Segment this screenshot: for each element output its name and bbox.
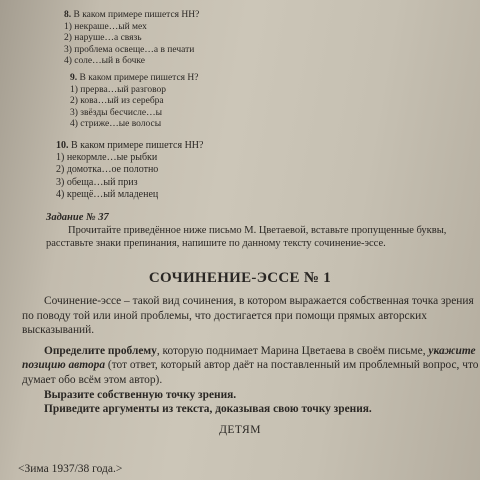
answer-option: 3) обеща…ый приз: [56, 176, 138, 188]
answer-option: 4) соле…ый в бочке: [64, 56, 146, 67]
question-number: 9.: [70, 73, 78, 83]
question-9: [70, 73, 198, 131]
bold-italic-phrase: укажите позицию автора: [22, 344, 476, 372]
answer-option: 1) некраше…ый мех: [64, 21, 147, 32]
answer-option: 2) наруше…а связь: [64, 33, 142, 44]
question-text: В каком примере пишется НН?: [68, 140, 204, 151]
plain-phrase: (тот ответ, который автор даёт на поставленный им проблемный вопрос, что думает обо всём этом автор).: [22, 359, 479, 386]
answer-option: 4) крещё…ый младенец: [56, 188, 159, 200]
question-number: 10.: [56, 140, 69, 151]
task-label: Задание № 37: [46, 212, 109, 223]
essay-heading: СОЧИНЕНИЕ-ЭССЕ № 1: [148, 270, 332, 286]
question-text: В каком примере пишется Н?: [77, 73, 199, 83]
question-number: 8.: [64, 10, 72, 20]
answer-option: 2) кова…ый из серебра: [70, 96, 164, 107]
task-instructions: Прочитайте приведённое ниже письмо М. Цветаевой, вставьте пропущенные буквы, расставьте знаки препинания, напишите по данному тексту сочинение-эссе.: [46, 225, 447, 249]
poem-date: <Зима 1937/38 года.>: [18, 463, 123, 475]
essay-step-opinion: Выразите собственную точку зрения.: [44, 388, 237, 401]
essay-step-arguments: Приведите аргументы из текста, доказывая свою точку зрения.: [44, 403, 372, 416]
answer-option: 1) некормле…ые рыбки: [56, 152, 158, 164]
question-title: [64, 10, 199, 22]
answer-option: 3) проблема освеще…а в печати: [64, 44, 195, 55]
answer-option: 3) звёзды бесчисле…ы: [70, 107, 163, 118]
plain-phrase: , которую поднимает Марина Цветаева в своём письме,: [156, 344, 429, 357]
answer-option: 4) стриже…ые волосы: [70, 119, 162, 130]
question-text: В каком примере пишется НН?: [71, 10, 200, 20]
question-title: [56, 140, 203, 152]
question-10: [56, 140, 203, 201]
essay-definition: Сочинение-эссе – такой вид сочинения, в котором выражается собственная точка зрения по поводу той или иной проблемы, что достигается при помощи прямых авторских высказываний.: [22, 295, 474, 337]
bold-phrase: Определите проблему: [44, 344, 157, 357]
essay-step-problem: [22, 344, 480, 388]
answer-option: 2) домотка…ое полотно: [56, 164, 159, 176]
question-title: [70, 73, 198, 85]
essay-instructions: [22, 294, 480, 417]
question-8: [64, 10, 199, 68]
answer-option: 1) прерва…ый разговор: [70, 84, 167, 95]
poem-title: ДЕТЯМ: [219, 424, 261, 436]
task-37: [46, 212, 456, 250]
